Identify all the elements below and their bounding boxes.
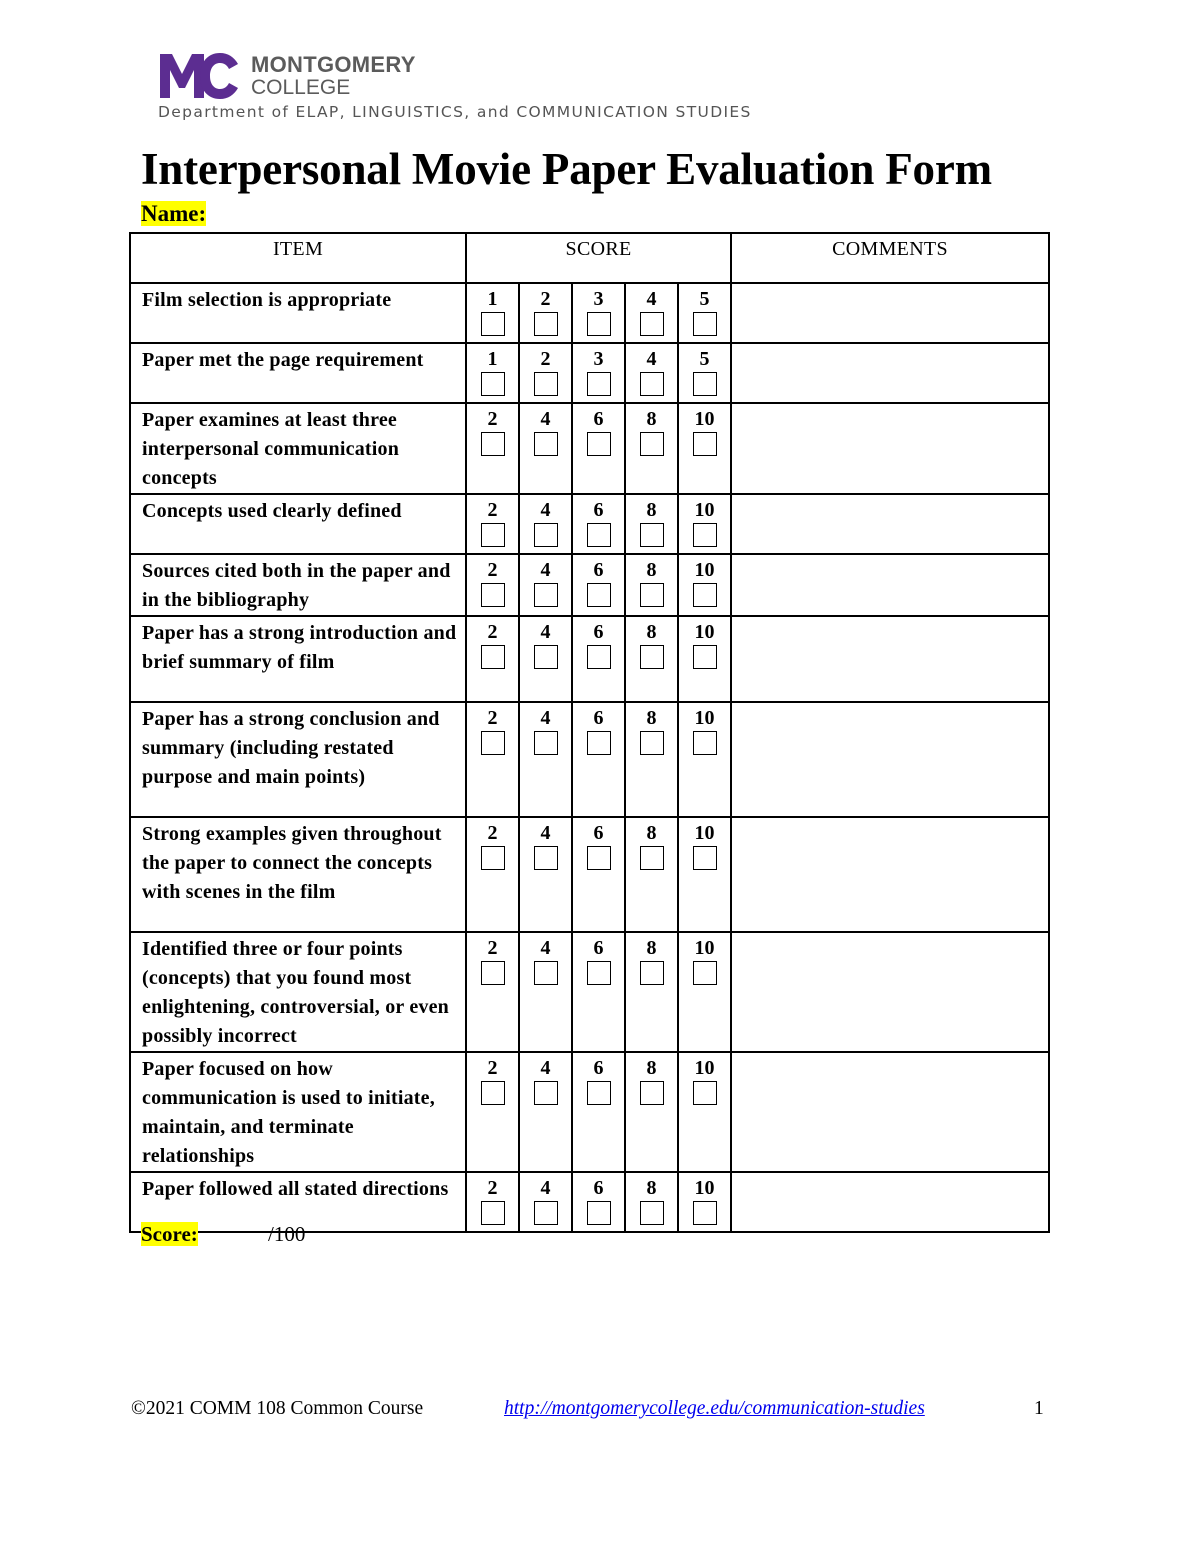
score-option	[678, 554, 731, 616]
score-value: 6	[593, 408, 604, 430]
score-value: 5	[699, 348, 710, 370]
score-value: 1	[487, 288, 498, 310]
name-label-text: Name:	[141, 201, 207, 226]
score-checkbox[interactable]	[640, 1081, 664, 1105]
score-option	[519, 343, 572, 403]
score-total: /100	[268, 1222, 306, 1246]
score-option	[678, 283, 731, 343]
score-option	[678, 616, 731, 702]
item-label: Concepts used clearly defined	[130, 494, 466, 554]
score-checkbox[interactable]	[693, 846, 717, 870]
header-score: SCORE	[466, 233, 731, 283]
score-value: 6	[593, 1057, 604, 1079]
header-item: ITEM	[130, 233, 466, 283]
score-value: 2	[487, 621, 498, 643]
score-value: 6	[593, 937, 604, 959]
score-value: 4	[646, 348, 657, 370]
score-option	[625, 817, 678, 932]
item-label: Paper has a strong conclusion and summary (including restated purpose and main points)	[130, 702, 466, 817]
score-value: 4	[540, 621, 551, 643]
score-value: 6	[593, 707, 604, 729]
footer-link[interactable]: http://montgomerycollege.edu/communication-studies	[504, 1398, 925, 1419]
score-checkbox[interactable]	[481, 523, 505, 547]
score-checkbox[interactable]	[640, 961, 664, 985]
score-checkbox[interactable]	[640, 432, 664, 456]
score-value: 4	[540, 1057, 551, 1079]
score-checkbox[interactable]	[587, 961, 611, 985]
score-option	[572, 1052, 625, 1172]
score-option	[625, 1172, 678, 1232]
score-value: 10	[694, 707, 715, 729]
score-checkbox[interactable]	[640, 523, 664, 547]
score-option	[466, 1172, 519, 1232]
score-checkbox[interactable]	[481, 645, 505, 669]
item-label: Identified three or four points (concepts) that you found most enlightening, controversial, or even possibly incorrect	[130, 932, 466, 1052]
score-option	[519, 932, 572, 1052]
score-option	[466, 343, 519, 403]
score-option	[519, 554, 572, 616]
score-option	[678, 702, 731, 817]
score-option	[519, 494, 572, 554]
college-logo	[158, 50, 433, 102]
score-checkbox[interactable]	[587, 731, 611, 755]
score-checkbox[interactable]	[693, 523, 717, 547]
score-value: 8	[646, 559, 657, 581]
comment-cell[interactable]	[731, 616, 1049, 702]
score-checkbox[interactable]	[534, 645, 558, 669]
score-checkbox[interactable]	[640, 846, 664, 870]
score-option	[519, 1172, 572, 1232]
score-checkbox[interactable]	[534, 432, 558, 456]
score-checkbox[interactable]	[534, 961, 558, 985]
score-value: 2	[487, 408, 498, 430]
score-checkbox[interactable]	[481, 312, 505, 336]
score-option	[466, 554, 519, 616]
score-value: 3	[593, 288, 604, 310]
score-option	[625, 403, 678, 494]
score-checkbox[interactable]	[534, 731, 558, 755]
page-number: 1	[1034, 1398, 1044, 1419]
comment-cell[interactable]	[731, 817, 1049, 932]
score-checkbox[interactable]	[481, 583, 505, 607]
score-checkbox[interactable]	[481, 372, 505, 396]
table-row	[130, 403, 1049, 494]
score-label	[141, 1222, 198, 1247]
score-option	[466, 702, 519, 817]
score-value: 10	[694, 621, 715, 643]
score-value: 10	[694, 408, 715, 430]
score-value: 6	[593, 499, 604, 521]
score-option	[572, 1172, 625, 1232]
item-label: Paper examines at least three interpersonal communication concepts	[130, 403, 466, 494]
page-title: Interpersonal Movie Paper Evaluation Form	[141, 144, 992, 194]
score-checkbox[interactable]	[587, 583, 611, 607]
item-label: Paper focused on how communication is used to initiate, maintain, and terminate relationships	[130, 1052, 466, 1172]
item-label: Paper met the page requirement	[130, 343, 466, 403]
score-checkbox[interactable]	[481, 432, 505, 456]
score-value: 8	[646, 621, 657, 643]
score-checkbox[interactable]	[534, 523, 558, 547]
score-value: 6	[593, 621, 604, 643]
footer-copyright: ©2021 COMM 108 Common Course	[131, 1398, 424, 1419]
score-option	[466, 283, 519, 343]
score-value: 2	[540, 288, 551, 310]
score-value: 6	[593, 559, 604, 581]
score-value: 2	[540, 348, 551, 370]
score-checkbox[interactable]	[587, 372, 611, 396]
score-checkbox[interactable]	[481, 961, 505, 985]
score-checkbox[interactable]	[587, 1081, 611, 1105]
mc-logo-mark	[158, 50, 240, 100]
comment-cell[interactable]	[731, 343, 1049, 403]
score-option	[625, 494, 678, 554]
table-row	[130, 616, 1049, 702]
name-label	[141, 201, 206, 227]
score-value: 10	[694, 937, 715, 959]
item-label: Paper followed all stated directions	[130, 1172, 466, 1232]
score-option	[572, 403, 625, 494]
score-option	[678, 817, 731, 932]
score-value: 10	[694, 822, 715, 844]
score-option	[466, 1052, 519, 1172]
score-checkbox[interactable]	[534, 1081, 558, 1105]
score-option	[466, 932, 519, 1052]
score-checkbox[interactable]	[534, 1201, 558, 1225]
score-checkbox[interactable]	[693, 1201, 717, 1225]
score-option	[572, 817, 625, 932]
score-checkbox[interactable]	[587, 523, 611, 547]
comment-cell[interactable]	[731, 403, 1049, 494]
comment-cell[interactable]	[731, 1052, 1049, 1172]
table-row	[130, 817, 1049, 932]
score-checkbox[interactable]	[534, 583, 558, 607]
score-value: 2	[487, 822, 498, 844]
score-option	[625, 554, 678, 616]
score-option	[678, 494, 731, 554]
score-value: 8	[646, 499, 657, 521]
table-row	[130, 494, 1049, 554]
score-value: 8	[646, 707, 657, 729]
score-value: 8	[646, 1057, 657, 1079]
comment-cell[interactable]	[731, 932, 1049, 1052]
score-option	[625, 932, 678, 1052]
score-value: 4	[646, 288, 657, 310]
score-checkbox[interactable]	[693, 645, 717, 669]
score-option	[572, 343, 625, 403]
score-value: 2	[487, 499, 498, 521]
score-value: 1	[487, 348, 498, 370]
score-checkbox[interactable]	[640, 645, 664, 669]
score-value: 4	[540, 559, 551, 581]
item-label: Film selection is appropriate	[130, 283, 466, 343]
score-option	[572, 283, 625, 343]
score-value: 5	[699, 288, 710, 310]
comment-cell[interactable]	[731, 1172, 1049, 1232]
score-option	[678, 1052, 731, 1172]
score-checkbox[interactable]	[534, 312, 558, 336]
table-row	[130, 283, 1049, 343]
table-row	[130, 702, 1049, 817]
score-option	[519, 702, 572, 817]
score-value: 4	[540, 408, 551, 430]
score-checkbox[interactable]	[481, 1201, 505, 1225]
score-checkbox[interactable]	[640, 583, 664, 607]
score-checkbox[interactable]	[693, 432, 717, 456]
comment-cell[interactable]	[731, 554, 1049, 616]
score-value: 2	[487, 559, 498, 581]
score-checkbox[interactable]	[640, 312, 664, 336]
score-option	[625, 1052, 678, 1172]
score-label-text: Score:	[141, 1222, 198, 1246]
score-value: 6	[593, 1177, 604, 1199]
score-value: 3	[593, 348, 604, 370]
comment-cell[interactable]	[731, 283, 1049, 343]
score-checkbox[interactable]	[693, 1081, 717, 1105]
score-value: 8	[646, 937, 657, 959]
score-checkbox[interactable]	[693, 583, 717, 607]
score-option	[678, 343, 731, 403]
table-row	[130, 1052, 1049, 1172]
score-checkbox[interactable]	[481, 1081, 505, 1105]
score-value: 8	[646, 408, 657, 430]
score-option	[625, 343, 678, 403]
score-option	[466, 616, 519, 702]
logo-text-college: COLLEGE	[251, 76, 351, 99]
score-value: 10	[694, 499, 715, 521]
score-option	[625, 616, 678, 702]
score-option	[572, 616, 625, 702]
score-value: 6	[593, 822, 604, 844]
table-row	[130, 343, 1049, 403]
score-checkbox[interactable]	[640, 1201, 664, 1225]
score-checkbox[interactable]	[481, 731, 505, 755]
score-value: 4	[540, 707, 551, 729]
score-option	[678, 403, 731, 494]
score-value: 10	[694, 1177, 715, 1199]
score-option	[519, 283, 572, 343]
score-checkbox[interactable]	[640, 372, 664, 396]
score-checkbox[interactable]	[693, 961, 717, 985]
item-label: Paper has a strong introduction and brief summary of film	[130, 616, 466, 702]
item-label: Sources cited both in the paper and in the bibliography	[130, 554, 466, 616]
item-label: Strong examples given throughout the paper to connect the concepts with scenes in the film	[130, 817, 466, 932]
score-value: 2	[487, 707, 498, 729]
score-option	[572, 932, 625, 1052]
score-value: 4	[540, 1177, 551, 1199]
header-comments: COMMENTS	[731, 233, 1049, 283]
score-option	[678, 932, 731, 1052]
score-option	[572, 494, 625, 554]
score-value: 4	[540, 499, 551, 521]
score-option	[625, 283, 678, 343]
score-checkbox[interactable]	[693, 312, 717, 336]
score-checkbox[interactable]	[587, 1201, 611, 1225]
score-option	[678, 1172, 731, 1232]
table-header-row	[130, 233, 1049, 283]
score-checkbox[interactable]	[693, 731, 717, 755]
score-value: 8	[646, 1177, 657, 1199]
score-value: 4	[540, 937, 551, 959]
score-checkbox[interactable]	[481, 846, 505, 870]
score-option	[625, 702, 678, 817]
score-option	[572, 554, 625, 616]
score-checkbox[interactable]	[534, 846, 558, 870]
score-option	[466, 494, 519, 554]
evaluation-table	[129, 232, 1050, 1233]
comment-cell[interactable]	[731, 702, 1049, 817]
score-value: 10	[694, 1057, 715, 1079]
score-value: 2	[487, 937, 498, 959]
table-row	[130, 932, 1049, 1052]
score-value: 8	[646, 822, 657, 844]
score-checkbox[interactable]	[587, 432, 611, 456]
score-checkbox[interactable]	[534, 372, 558, 396]
logo-text-montgomery: MONTGOMERY	[251, 52, 416, 77]
score-checkbox[interactable]	[587, 312, 611, 336]
comment-cell[interactable]	[731, 494, 1049, 554]
score-checkbox[interactable]	[640, 731, 664, 755]
score-option	[572, 702, 625, 817]
score-value: 2	[487, 1057, 498, 1079]
table-row	[130, 554, 1049, 616]
score-option	[519, 616, 572, 702]
score-checkbox[interactable]	[693, 372, 717, 396]
score-option	[466, 817, 519, 932]
score-option	[519, 817, 572, 932]
score-option	[466, 403, 519, 494]
score-checkbox[interactable]	[587, 645, 611, 669]
score-option	[519, 1052, 572, 1172]
score-checkbox[interactable]	[587, 846, 611, 870]
score-value: 10	[694, 559, 715, 581]
score-value: 2	[487, 1177, 498, 1199]
score-option	[519, 403, 572, 494]
department-name: Department of ELAP, LINGUISTICS, and COMMUNICATION STUDIES	[158, 103, 752, 121]
score-value: 4	[540, 822, 551, 844]
